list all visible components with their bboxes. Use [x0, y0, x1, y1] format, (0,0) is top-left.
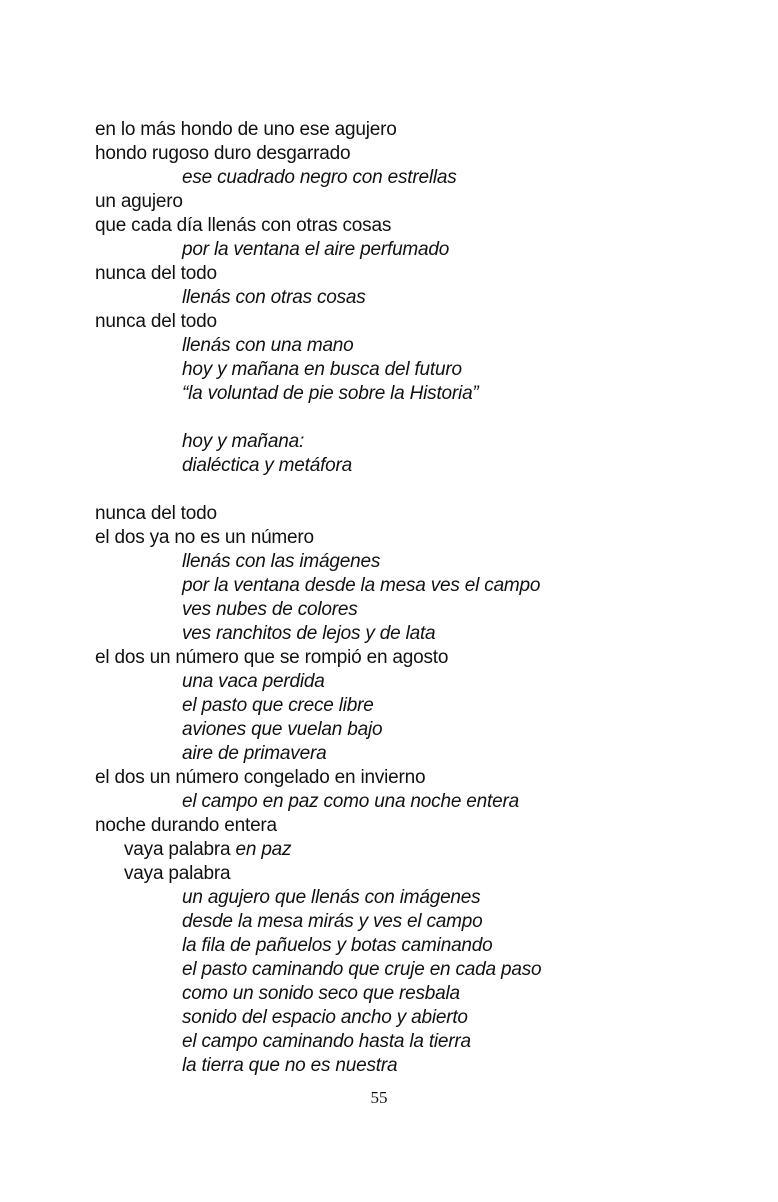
poem-line-text: hoy y mañana en busca del futuro — [182, 359, 462, 380]
poem-line-text: vaya palabra — [124, 839, 231, 860]
poem-line — [0, 958, 778, 982]
poem-line-text: aviones que vuelan bajo — [182, 719, 383, 740]
poem-line-text: llenás con otras cosas — [182, 287, 366, 308]
poem-line-text: el campo en paz como una noche entera — [182, 791, 519, 812]
poem-line — [0, 862, 778, 886]
poem-line — [0, 910, 778, 934]
poem-line — [0, 1054, 778, 1078]
poem-line — [0, 838, 778, 862]
poem-line-text: una vaca perdida — [182, 671, 325, 692]
poem-line-text: como un sonido seco que resbala — [182, 983, 460, 1004]
poem-line-text: ves ranchitos de lejos y de lata — [182, 623, 436, 644]
poem-line — [0, 142, 778, 166]
poem-line-text: llenás con una mano — [182, 335, 354, 356]
poem-line-text: la tierra que no es nuestra — [182, 1055, 398, 1076]
poem-line — [0, 1006, 778, 1030]
poem-line-text: nunca del todo — [95, 503, 217, 524]
poem-line — [0, 742, 778, 766]
poem-line — [0, 790, 778, 814]
poem-line — [0, 982, 778, 1006]
poem-line — [0, 886, 778, 910]
poem-line — [0, 334, 778, 358]
poem-line — [0, 934, 778, 958]
poem-line — [0, 190, 778, 214]
poem-line — [0, 550, 778, 574]
poem-line-text: aire de primavera — [182, 743, 327, 764]
poem-line-text: nunca del todo — [95, 263, 217, 284]
poem-line-text: un agujero — [95, 191, 183, 212]
poem-line — [0, 454, 778, 478]
poem-line — [0, 526, 778, 550]
poem-line — [0, 718, 778, 742]
poem-line — [0, 310, 778, 334]
poem-line-text: el pasto que crece libre — [182, 695, 374, 716]
poem-line-text: el dos un número que se rompió en agosto — [95, 647, 449, 668]
poem-line-italic-tail: en paz — [235, 839, 292, 860]
poem-line — [0, 358, 778, 382]
poem-body — [0, 118, 778, 1078]
poem-line — [0, 598, 778, 622]
poem-line-text: un agujero que llenás con imágenes — [182, 887, 481, 908]
poem-line — [0, 118, 778, 142]
poem-line — [0, 238, 778, 262]
poem-line — [0, 622, 778, 646]
poem-line-text: noche durando entera — [95, 815, 277, 836]
poem-line-text: el pasto caminando que cruje en cada paso — [182, 959, 542, 980]
poem-line-text: por la ventana desde la mesa ves el campo — [182, 575, 541, 596]
stanza-break — [0, 478, 778, 502]
poem-line-text: ves nubes de colores — [182, 599, 358, 620]
poem-line-text: sonido del espacio ancho y abierto — [182, 1007, 468, 1028]
poem-line-text: el campo caminando hasta la tierra — [182, 1031, 471, 1052]
poem-line — [0, 574, 778, 598]
poem-line-text: la fila de pañuelos y botas caminando — [182, 935, 493, 956]
poem-line-text: llenás con las imágenes — [182, 551, 381, 572]
poem-line-text: en lo más hondo de uno ese agujero — [95, 119, 397, 140]
poem-line — [0, 286, 778, 310]
poem-line-text: el dos ya no es un número — [95, 527, 314, 548]
stanza-break — [0, 406, 778, 430]
poem-line-text: dialéctica y metáfora — [182, 455, 353, 476]
poem-line-text: vaya palabra — [124, 863, 231, 884]
poem-line-text: desde la mesa mirás y ves el campo — [182, 911, 483, 932]
poem-line — [0, 646, 778, 670]
poem-line — [0, 166, 778, 190]
poem-line-text: el dos un número congelado en invierno — [95, 767, 426, 788]
poem-line — [0, 382, 778, 406]
poem-line — [0, 502, 778, 526]
poem-line — [0, 430, 778, 454]
poem-line — [0, 766, 778, 790]
page-number: 55 — [370, 1088, 388, 1107]
poem-line-text: ese cuadrado negro con estrellas — [182, 167, 457, 188]
poem-line — [0, 262, 778, 286]
poem-line-text: “la voluntad de pie sobre la Historia” — [182, 383, 479, 404]
poem-line — [0, 670, 778, 694]
poem-line-text: por la ventana el aire perfumado — [182, 239, 450, 260]
poem-line-text: hondo rugoso duro desgarrado — [95, 143, 351, 164]
poem-line — [0, 694, 778, 718]
poem-line-text: nunca del todo — [95, 311, 217, 332]
poem-line-text: hoy y mañana: — [182, 431, 305, 452]
poem-line — [0, 1030, 778, 1054]
poem-line-text: que cada día llenás con otras cosas — [95, 215, 392, 236]
poem-line — [0, 814, 778, 838]
poem-line — [0, 214, 778, 238]
